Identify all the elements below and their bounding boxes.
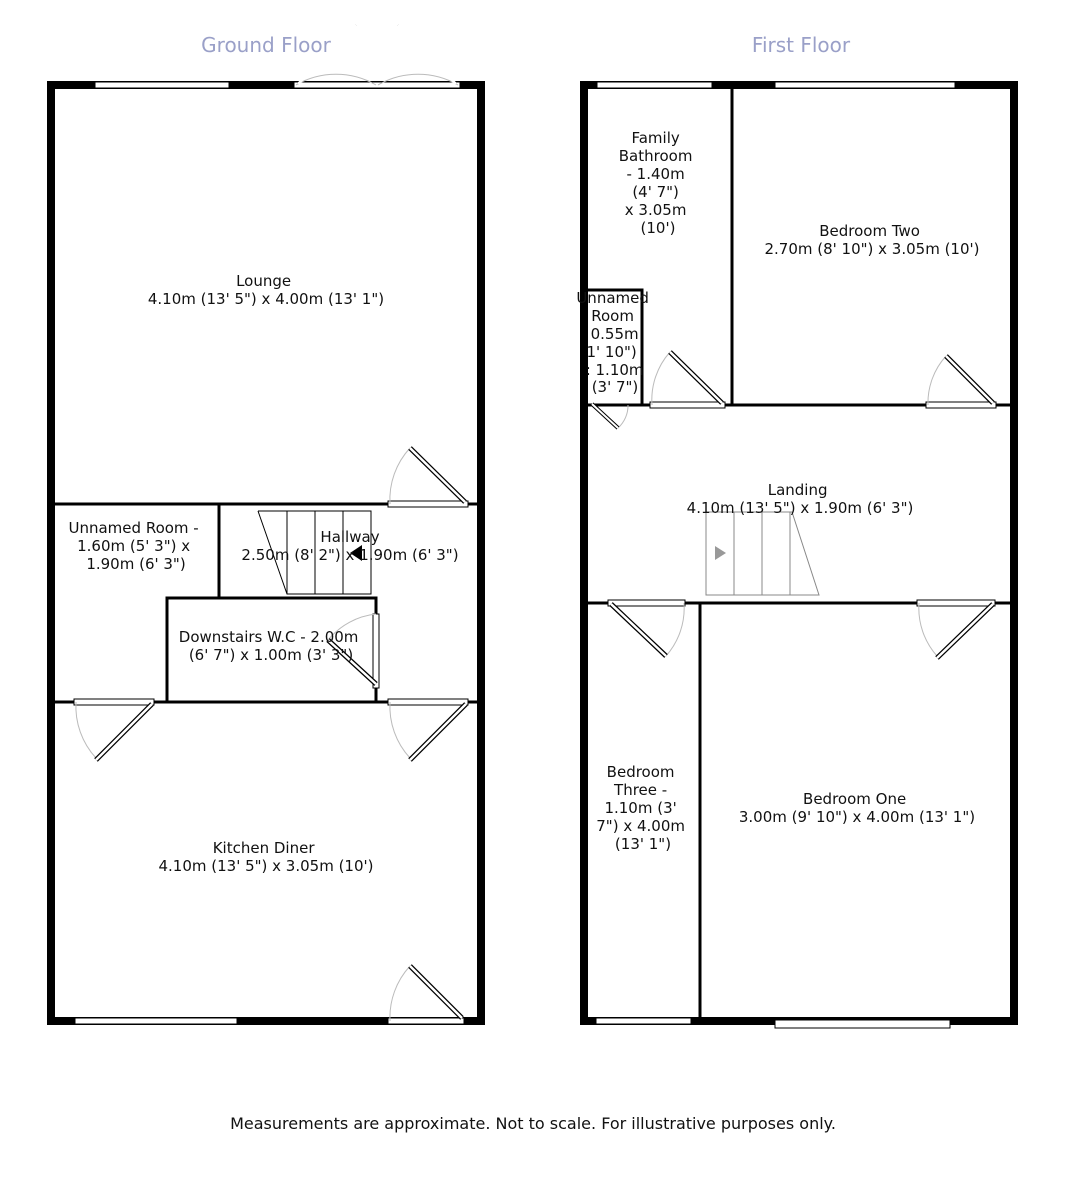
kitchen-door-right: [388, 699, 468, 760]
ground-window-top: [95, 82, 229, 88]
first-floor-title: First Floor: [751, 33, 851, 57]
ground-floor-plan: [51, 25, 481, 1024]
kitchen-label: Kitchen Diner 4.10m (13' 5") x 3.05m (10'): [158, 839, 374, 875]
landing-label: Landing 4.10m (13' 5") x 1.90m (6' 3"): [686, 481, 914, 517]
kitchen-door-left: [74, 699, 154, 760]
disclaimer-footer: Measurements are approximate. Not to scale. For illustrative purposes only.: [230, 1114, 836, 1133]
lounge-door: [388, 448, 468, 507]
bedroom-two-door: [926, 356, 996, 408]
first-window-bathroom: [597, 82, 712, 88]
ground-floor-title: Ground Floor: [201, 33, 331, 57]
first-window-bedroom-one: [775, 1020, 950, 1028]
first-floor-plan: [576, 82, 1014, 1028]
bedroom-three-door: [608, 600, 685, 656]
first-unnamed-room-label: Unnamed Room 0.55m 1' 10") : 1.10m (3' 7"): [576, 289, 649, 396]
bedroom-one-door: [917, 600, 995, 658]
bedroom-three-label: Bedroom Three - 1.10m (3' 7") x 4.00m (13' 1"): [596, 763, 685, 853]
kitchen-back-door: [390, 966, 462, 1021]
bathroom-door: [650, 352, 725, 408]
first-stairs: [706, 512, 819, 595]
ground-unnamed-room-label: Unnamed Room - 1.60m (5' 3") x 1.90m (6' 3"): [68, 519, 199, 573]
first-window-bedroom-two: [775, 82, 955, 88]
ground-window-bottom-right: [388, 1018, 464, 1024]
first-window-bedroom-three: [596, 1018, 691, 1024]
bedroom-one-label: Bedroom One 3.00m (9' 10") x 4.00m (13' 1"): [738, 790, 976, 826]
bathroom-label: Family Bathroom - 1.40m (4' 7") x 3.05m (10'): [618, 129, 693, 237]
cupboard-door: [592, 404, 628, 428]
hallway-name-label: Hallway: [320, 528, 380, 546]
ground-window-bottom: [75, 1018, 237, 1024]
hallway-dims-label: 2.50m (8' 2") x 1.90m (6' 3"): [241, 546, 459, 564]
bedroom-two-label: Bedroom Two 2.70m (8' 10") x 3.05m (10'): [764, 222, 980, 258]
lounge-label: Lounge 4.10m (13' 5") x 4.00m (13' 1"): [147, 272, 385, 308]
landing-stairs-arrow-icon: [715, 546, 726, 560]
wc-label: Downstairs W.C - 2.00m (6' 7") x 1.00m (3' 3"): [178, 628, 359, 664]
